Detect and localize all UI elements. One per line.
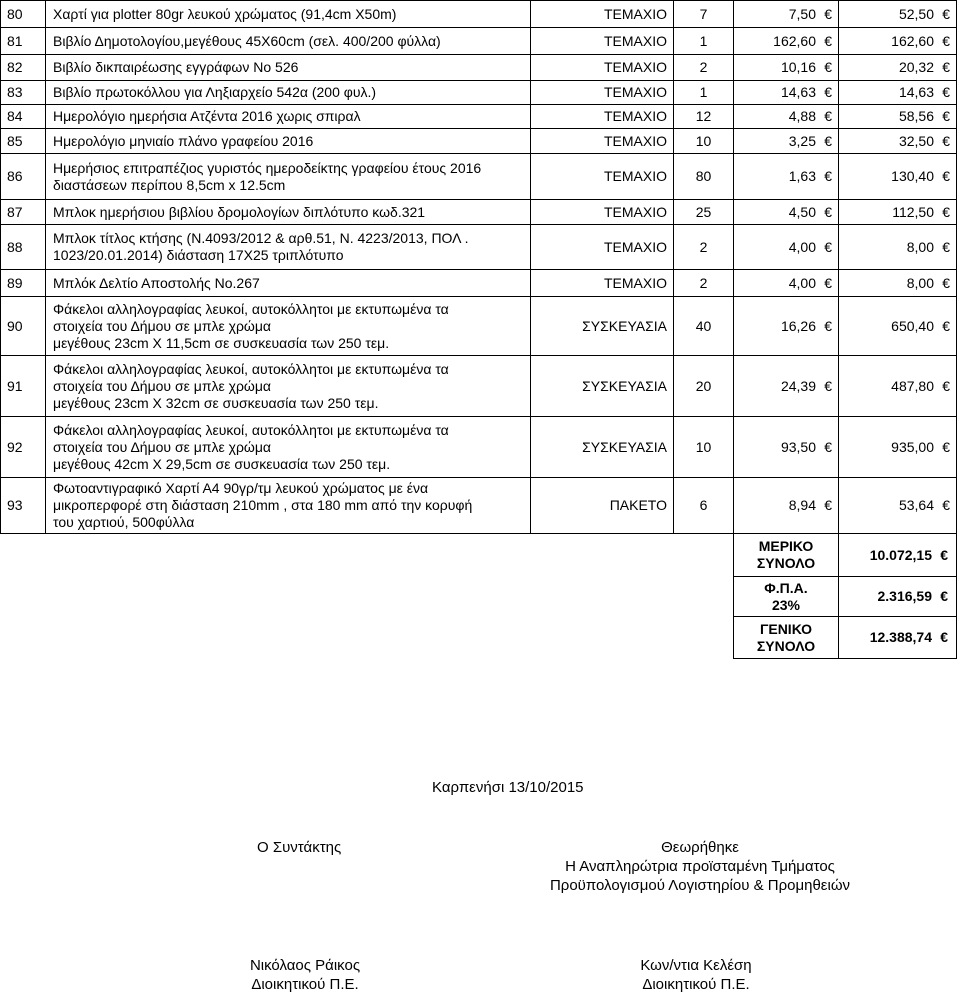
currency-symbol: € xyxy=(824,84,832,100)
totals-amount: 10.072,15 xyxy=(869,546,932,563)
totals-label xyxy=(734,617,839,659)
currency-symbol: € xyxy=(824,238,832,255)
item-description xyxy=(46,55,531,81)
description-line: Φάκελοι αλληλογραφίας λευκοί, αυτοκόλλητοι με εκτυπωμένα τα xyxy=(53,421,449,438)
item-description xyxy=(46,105,531,129)
item-quantity: 2 xyxy=(674,225,734,270)
currency-symbol: € xyxy=(942,497,950,513)
item-description xyxy=(46,478,531,534)
currency-symbol: € xyxy=(940,588,948,604)
item-total xyxy=(839,356,957,417)
totals-spacer xyxy=(1,577,734,617)
total-value: 130,40 xyxy=(891,168,934,184)
item-description xyxy=(46,297,531,356)
item-quantity: 1 xyxy=(674,28,734,55)
left-signature-name: Νικόλαος Ράικος xyxy=(249,957,361,974)
item-quantity: 40 xyxy=(674,297,734,356)
item-number: 86 xyxy=(1,154,46,200)
totals-label-line: 23% xyxy=(771,596,801,613)
totals-value xyxy=(839,617,957,659)
description-line: Χαρτί για plotter 80gr λευκού χρώματος (91,4cm X50m) xyxy=(53,5,397,22)
table-row xyxy=(1,225,957,270)
description-line: στοιχεία του Δήμου σε μπλε χρώμα xyxy=(53,317,272,334)
description-line: Μπλοκ τίτλος κτήσης (Ν.4093/2012 & αρθ.51, Ν. 4223/2013, ΠΟΛ . xyxy=(53,230,469,246)
item-price xyxy=(734,200,839,225)
item-quantity: 2 xyxy=(674,55,734,81)
currency-symbol: € xyxy=(942,59,950,75)
currency-symbol: € xyxy=(942,438,950,455)
item-number: 80 xyxy=(1,1,46,28)
total-value: 487,80 xyxy=(891,377,934,394)
price-value: 14,63 xyxy=(780,84,816,100)
description-line: Βιβλίο δικπαιρέωσης εγγράφων Νο 526 xyxy=(53,59,299,75)
table-row xyxy=(1,129,957,154)
table-row xyxy=(1,200,957,225)
item-quantity: 25 xyxy=(674,200,734,225)
total-value: 20,32 xyxy=(898,59,934,75)
description-line: Φάκελοι αλληλογραφίας λευκοί, αυτοκόλλητοι με εκτυπωμένα τα xyxy=(53,360,449,377)
item-number: 81 xyxy=(1,28,46,55)
totals-label-line: ΓΕΝΙΚΟ xyxy=(759,620,813,637)
currency-symbol: € xyxy=(942,168,950,184)
currency-symbol: € xyxy=(942,203,950,220)
description-line: στοιχεία του Δήμου σε μπλε χρώμα xyxy=(53,377,272,394)
totals-value xyxy=(839,577,957,617)
table-row xyxy=(1,81,957,105)
totals-row xyxy=(1,577,957,617)
currency-symbol: € xyxy=(942,32,950,49)
item-unit: ΣΥΣΚΕΥΑΣΙΑ xyxy=(531,356,674,417)
description-line: Ημερολόγιο ημερήσια Ατζέντα 2016 χωρις σπιραλ xyxy=(53,108,361,124)
table-row xyxy=(1,1,957,28)
description-line: Ημερήσιος επιτραπέζιος γυριστός ημεροδείκτης γραφείου έτους 2016 xyxy=(53,159,482,176)
currency-symbol: € xyxy=(824,5,832,22)
item-unit: ΤΕΜΑΧΙΟ xyxy=(531,129,674,154)
item-number: 93 xyxy=(1,478,46,534)
item-description xyxy=(46,200,531,225)
currency-symbol: € xyxy=(942,238,950,255)
totals-label-line: ΜΕΡΙΚΟ xyxy=(758,538,814,554)
item-quantity: 12 xyxy=(674,105,734,129)
total-value: 112,50 xyxy=(892,203,934,220)
total-value: 162,60 xyxy=(891,32,934,49)
total-value: 8,00 xyxy=(906,274,934,291)
item-number: 87 xyxy=(1,200,46,225)
item-total xyxy=(839,417,957,478)
total-value: 52,50 xyxy=(898,5,934,22)
description-line: μεγέθους 23cm X 32cm σε συσκευασία των 250 τεμ. xyxy=(53,394,379,411)
currency-symbol: € xyxy=(942,377,950,394)
description-line: Βιβλίο Δημοτολογίου,μεγέθους 45Χ60cm (σελ. 400/200 φύλλα) xyxy=(53,32,441,49)
item-number: 92 xyxy=(1,417,46,478)
item-description xyxy=(46,154,531,200)
table-row xyxy=(1,105,957,129)
description-line: μεγέθους 42cm X 29,5cm σε συσκευασία των 250 τεμ. xyxy=(53,455,391,472)
item-total xyxy=(839,154,957,200)
price-value: 4,00 xyxy=(788,274,816,291)
description-line: Μπλοκ ημερήσιου βιβλίου δρομολογίων διπλότυπο κωδ.321 xyxy=(53,203,426,220)
item-unit: ΤΕΜΑΧΙΟ xyxy=(531,225,674,270)
totals-label-line: ΣΥΝΟΛΟ xyxy=(756,637,816,654)
price-value: 93,50 xyxy=(780,438,816,455)
right-signature-title: Διοικητικού Π.Ε. xyxy=(642,976,750,993)
item-total xyxy=(839,478,957,534)
item-number: 89 xyxy=(1,270,46,297)
item-total xyxy=(839,81,957,105)
totals-label xyxy=(734,577,839,617)
description-line: Φωτοαντιγραφικό Χαρτί Α4 90γρ/τμ λευκού χρώματος με ένα xyxy=(53,480,429,496)
item-price xyxy=(734,270,839,297)
item-price xyxy=(734,154,839,200)
totals-row xyxy=(1,534,957,577)
currency-symbol: € xyxy=(824,132,832,149)
price-value: 7,50 xyxy=(788,5,816,22)
currency-symbol: € xyxy=(942,108,950,124)
description-line: Βιβλίο πρωτοκόλλου για Ληξιαρχείο 542α (200 φυλ.) xyxy=(53,84,377,100)
description-line: διαστάσεων περίπου 8,5cm x 12.5cm xyxy=(53,176,286,193)
item-total xyxy=(839,225,957,270)
item-unit: ΤΕΜΑΧΙΟ xyxy=(531,154,674,200)
place-date: Καρπενήσι 13/10/2015 xyxy=(432,779,584,796)
item-total xyxy=(839,270,957,297)
left-signature-title: Διοικητικού Π.Ε. xyxy=(251,976,359,993)
price-value: 16,26 xyxy=(780,317,816,334)
totals-label xyxy=(734,534,839,577)
item-unit: ΤΕΜΑΧΙΟ xyxy=(531,200,674,225)
total-value: 58,56 xyxy=(898,108,934,124)
totals-amount: 2.316,59 xyxy=(877,588,932,604)
item-price xyxy=(734,417,839,478)
item-total xyxy=(839,297,957,356)
currency-symbol: € xyxy=(824,32,832,49)
item-quantity: 80 xyxy=(674,154,734,200)
totals-label-line: Φ.Π.Α. xyxy=(764,579,808,596)
table-row xyxy=(1,28,957,55)
right-role-line: Προϋπολογισμού Λογιστηρίου & Προμηθειών xyxy=(549,877,851,894)
item-quantity: 10 xyxy=(674,417,734,478)
price-value: 24,39 xyxy=(780,377,816,394)
total-value: 935,00 xyxy=(891,438,934,455)
table-row xyxy=(1,356,957,417)
price-value: 4,88 xyxy=(788,108,816,124)
price-value: 8,94 xyxy=(788,497,816,513)
item-unit: ΤΕΜΑΧΙΟ xyxy=(531,270,674,297)
item-description xyxy=(46,129,531,154)
item-number: 91 xyxy=(1,356,46,417)
table-row xyxy=(1,417,957,478)
item-unit: ΤΕΜΑΧΙΟ xyxy=(531,105,674,129)
description-line: 1023/20.01.2014) διάσταση 17Χ25 τριπλότυπο xyxy=(53,247,344,263)
description-line: του χαρτιού, 500φύλλα xyxy=(53,514,195,530)
table-row xyxy=(1,55,957,81)
currency-symbol: € xyxy=(940,546,948,563)
description-line: στοιχεία του Δήμου σε μπλε χρώμα xyxy=(53,438,272,455)
currency-symbol: € xyxy=(824,274,832,291)
left-signature-role: Ο Συντάκτης xyxy=(257,839,342,856)
table-row xyxy=(1,297,957,356)
right-signature-block xyxy=(612,956,780,994)
totals-value xyxy=(839,534,957,577)
currency-symbol: € xyxy=(942,317,950,334)
currency-symbol: € xyxy=(942,132,950,149)
table-row xyxy=(1,478,957,534)
currency-symbol: € xyxy=(824,203,832,220)
item-price xyxy=(734,55,839,81)
totals-spacer xyxy=(1,617,734,659)
totals-label-line: ΣΥΝΟΛΟ xyxy=(756,555,816,571)
item-description xyxy=(46,81,531,105)
currency-symbol: € xyxy=(824,168,832,184)
total-value: 53,64 xyxy=(898,497,934,513)
item-unit: ΤΕΜΑΧΙΟ xyxy=(531,1,674,28)
currency-symbol: € xyxy=(824,497,832,513)
item-quantity: 20 xyxy=(674,356,734,417)
item-unit: ΤΕΜΑΧΙΟ xyxy=(531,81,674,105)
item-unit: ΣΥΣΚΕΥΑΣΙΑ xyxy=(531,417,674,478)
item-total xyxy=(839,200,957,225)
price-value: 4,00 xyxy=(788,238,816,255)
item-description xyxy=(46,1,531,28)
right-signature-role xyxy=(520,838,880,895)
totals-spacer xyxy=(1,534,734,577)
currency-symbol: € xyxy=(942,84,950,100)
item-total xyxy=(839,28,957,55)
item-price xyxy=(734,105,839,129)
currency-symbol: € xyxy=(940,629,948,645)
price-value: 10,16 xyxy=(780,59,816,75)
item-number: 88 xyxy=(1,225,46,270)
item-price xyxy=(734,1,839,28)
description-line: Φάκελοι αλληλογραφίας λευκοί, αυτοκόλλητοι με εκτυπωμένα τα xyxy=(53,300,449,317)
item-total xyxy=(839,129,957,154)
price-value: 162,60 xyxy=(773,32,816,49)
table-row xyxy=(1,154,957,200)
right-signature-name: Κων/ντια Κελέση xyxy=(640,957,752,974)
item-unit: ΣΥΣΚΕΥΑΣΙΑ xyxy=(531,297,674,356)
item-description xyxy=(46,270,531,297)
left-signature-block xyxy=(227,956,383,994)
item-price xyxy=(734,478,839,534)
item-number: 84 xyxy=(1,105,46,129)
description-line: μικροπερφορέ στη διάσταση 210mm , στα 180 mm από την κορυφή xyxy=(53,497,473,513)
item-unit: ΠΑΚΕΤΟ xyxy=(531,478,674,534)
table-row xyxy=(1,270,957,297)
description-line: μεγέθους 23cm X 11,5cm σε συσκευασία των 250 τεμ. xyxy=(53,334,390,351)
item-quantity: 1 xyxy=(674,81,734,105)
item-total xyxy=(839,1,957,28)
description-line: Μπλόκ Δελτίο Αποστολής Νο.267 xyxy=(53,274,260,291)
item-quantity: 6 xyxy=(674,478,734,534)
totals-amount: 12.388,74 xyxy=(869,629,932,645)
item-total xyxy=(839,55,957,81)
item-number: 90 xyxy=(1,297,46,356)
currency-symbol: € xyxy=(824,59,832,75)
total-value: 14,63 xyxy=(898,84,934,100)
currency-symbol: € xyxy=(824,108,832,124)
price-value: 1,63 xyxy=(788,168,816,184)
currency-symbol: € xyxy=(942,5,950,22)
item-unit: ΤΕΜΑΧΙΟ xyxy=(531,28,674,55)
item-number: 85 xyxy=(1,129,46,154)
item-price xyxy=(734,225,839,270)
right-role-line: Θεωρήθηκε xyxy=(661,839,739,856)
item-price xyxy=(734,356,839,417)
item-description xyxy=(46,225,531,270)
item-description xyxy=(46,356,531,417)
description-line: Ημερολόγιο μηνιαίο πλάνο γραφείου 2016 xyxy=(53,132,314,149)
item-description xyxy=(46,28,531,55)
price-value: 4,50 xyxy=(788,203,816,220)
currency-symbol: € xyxy=(824,317,832,334)
item-quantity: 7 xyxy=(674,1,734,28)
item-price xyxy=(734,28,839,55)
item-number: 83 xyxy=(1,81,46,105)
item-total xyxy=(839,105,957,129)
currency-symbol: € xyxy=(824,377,832,394)
currency-symbol: € xyxy=(942,274,950,291)
price-value: 3,25 xyxy=(788,132,816,149)
item-quantity: 2 xyxy=(674,270,734,297)
currency-symbol: € xyxy=(824,438,832,455)
right-role-line: Η Αναπληρώτρια προϊσταμένη Τμήματος xyxy=(565,858,835,875)
item-unit: ΤΕΜΑΧΙΟ xyxy=(531,55,674,81)
item-number: 82 xyxy=(1,55,46,81)
totals-row xyxy=(1,617,957,659)
total-value: 32,50 xyxy=(898,132,934,149)
total-value: 650,40 xyxy=(891,317,934,334)
item-price xyxy=(734,81,839,105)
item-quantity: 10 xyxy=(674,129,734,154)
item-price xyxy=(734,129,839,154)
total-value: 8,00 xyxy=(906,238,934,255)
item-description xyxy=(46,417,531,478)
item-price xyxy=(734,297,839,356)
